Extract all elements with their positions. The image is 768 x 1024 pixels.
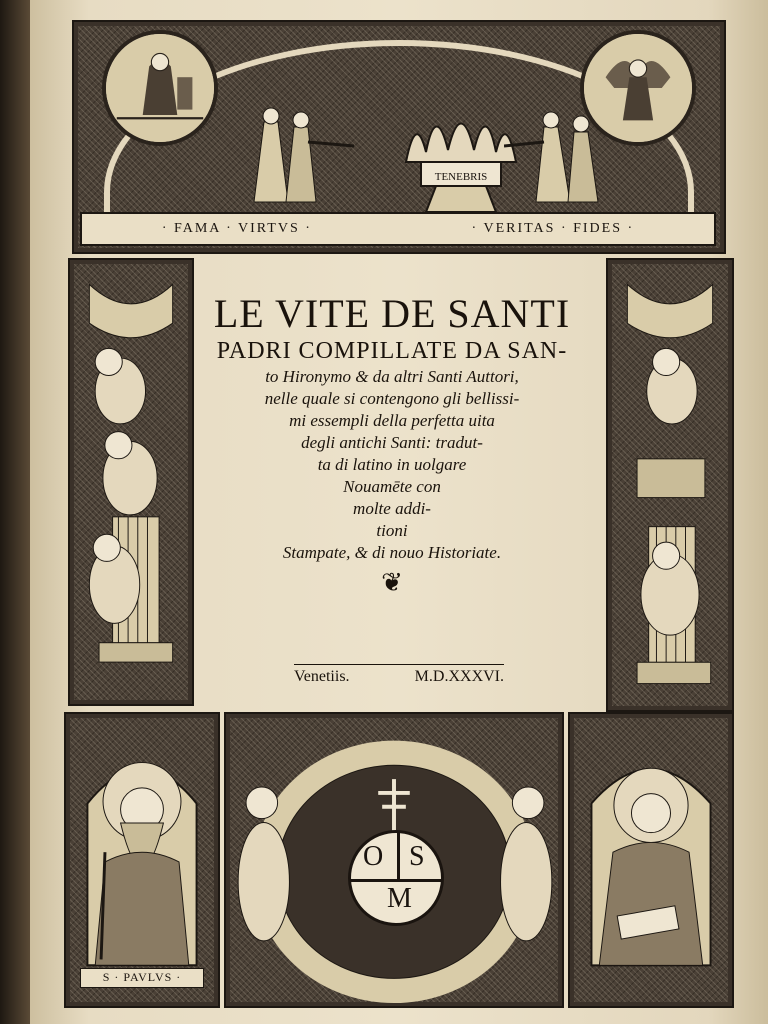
title-line-6: ta di latino in uolgare	[317, 455, 467, 474]
figures-right-icon	[504, 102, 624, 212]
book-title: LE VITE DE SANTI	[213, 291, 571, 336]
title-line-5: degli antichi Santi: tradut-	[301, 433, 483, 452]
imprint-line	[294, 664, 504, 686]
monogram-letter-o: O	[363, 841, 384, 872]
title-line-1: PADRI COMPILLATE DA SAN-	[216, 338, 568, 364]
title-line-8: molte addi-	[353, 499, 431, 518]
monogram-letter-m: M	[387, 883, 412, 914]
title-page	[30, 0, 768, 1024]
osm-monogram	[348, 830, 444, 926]
monogram-letter-s: S	[409, 841, 425, 872]
motto-banner	[80, 212, 716, 246]
praying-figure-icon	[106, 34, 214, 142]
imprint-place: Venetiis.	[294, 668, 350, 685]
title-line-3: nelle quale si contengono gli bellissi-	[264, 389, 520, 408]
left-border-column	[68, 258, 194, 706]
monogram-horizontal-line	[351, 879, 441, 882]
saint-dominic-panel	[568, 712, 734, 1008]
right-border-column	[606, 258, 734, 712]
monogram-panel	[224, 712, 564, 1008]
imprint-year: M.D.XXXVI.	[414, 668, 504, 685]
motto-veritas-fides: · VERITAS · FIDES ·	[471, 221, 635, 236]
title-line-2: to Hironymo & da altri Santi Auttori,	[265, 367, 519, 386]
figures-left-icon	[234, 102, 354, 212]
saint-reading-icon	[570, 714, 732, 1006]
monogram-vertical-line	[397, 833, 400, 879]
saint-paul-icon	[66, 714, 218, 1006]
medallion-left-annunciation	[102, 30, 218, 146]
fleuron-icon: ❦	[381, 568, 403, 598]
putto-column-icon	[70, 260, 192, 704]
title-text-block	[186, 262, 598, 702]
title-line-7: Nouamēte con	[343, 477, 441, 496]
title-line-10: Stampate, & di nouo Historiate.	[282, 543, 502, 562]
saint-paul-caption: S · PAVLVS ·	[80, 968, 204, 988]
svg-text:TENEBRIS: TENEBRIS	[434, 171, 488, 183]
title-line-4: mi essempli della perfetta uita	[289, 411, 495, 430]
saint-paul-panel	[64, 712, 220, 1008]
motto-fama-virtus: · FAMA · VIRTVS ·	[161, 221, 312, 236]
title-line-9: tioni	[376, 521, 408, 540]
putto-column-right-icon	[608, 260, 732, 710]
